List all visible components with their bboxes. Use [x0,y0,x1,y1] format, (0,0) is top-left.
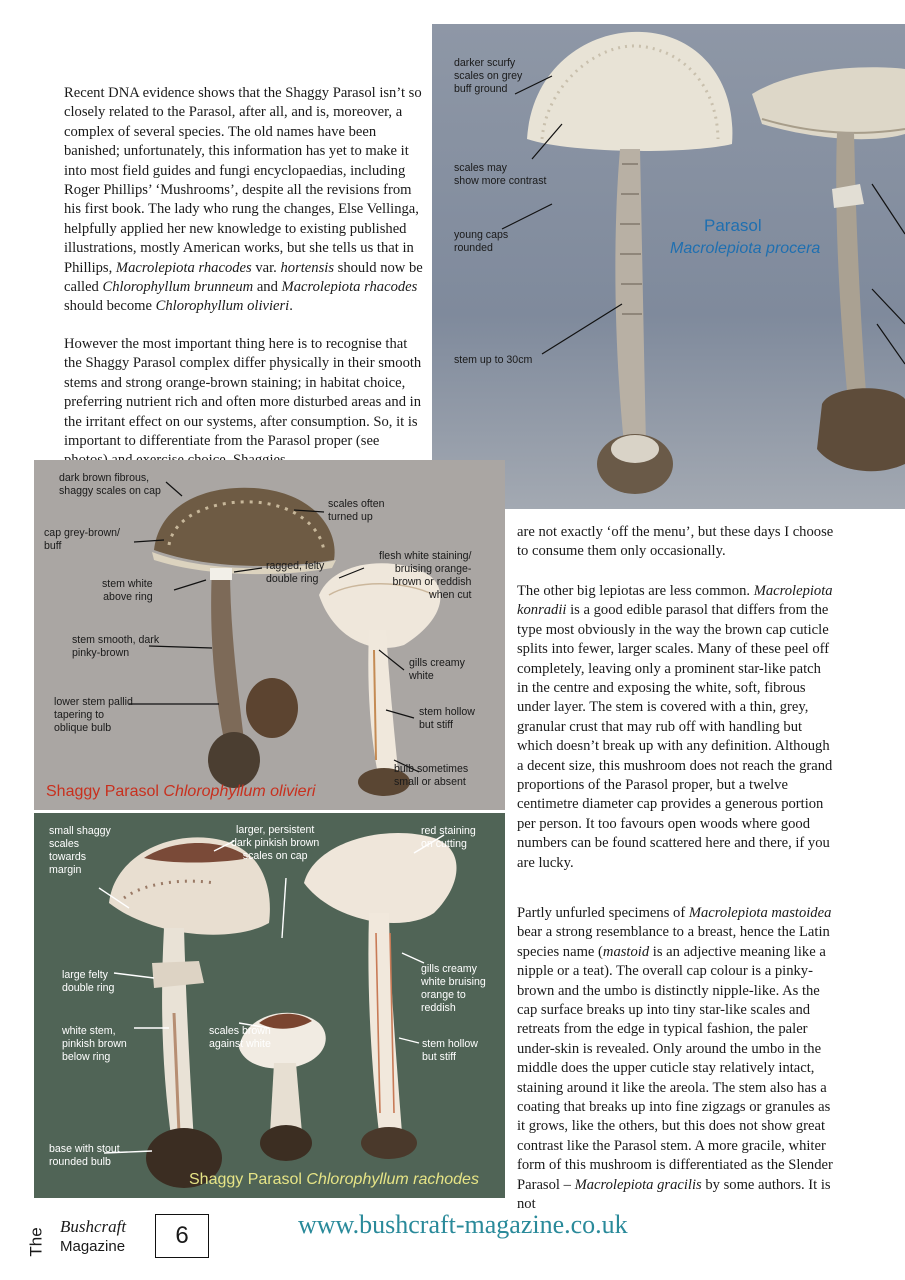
label-larger-scales: larger, persistent dark pinkish brown scales on cap [231,824,320,862]
article-paragraph-2: However the most important thing here is to recognise that the Shaggy Parasol complex differ physically in their smooth stems and strong orange-brown staining; in habitat choice, preferring nutrient rich and often more disturbed areas and in the irritant effect on our systems, after consumption. So, it is important to differentiate from the Parasol proper (see [64,336,422,450]
parasol-illustration [432,24,905,509]
olivieri-caption: Shaggy Parasol Chlorophyllum olivieri [46,783,316,800]
label-stem-hollow: stem hollow but stiff [419,706,475,731]
article-paragraph-5: Partly unfurled specimens of Macrolepiota mastoidea bear a strong resemblance to a breast, hence the Latin species name (mastoid is an adjective meaning like a nipple or a teat). The overall cap colour is a pinky-brown and the umbo is distinctly nipple-like. As the cap surface breaks up into tiny star-like scales and retreats from the edge in typical fashion, the paler under-skin is revealed. Only around the umbo in the middle does the upper cuticle stay relatively intact, staining around it like the areola. The stem also has a coating that breaks up into fine zigzags or granules as it grows, like the others, but this does not show great contrast like the Parasol stem. A more gracile, whiter form of this mushroom is differentiated as the Slender Parasol – Macrolepiota gracilis by some authors. It is not [517,905,833,1213]
page-number: 6 [155,1214,209,1258]
label-felty-ring: large felty double ring [62,969,115,994]
parasol-caption-latin: Macrolepiota procera [670,240,821,257]
label-red-staining: red staining on cutting [421,825,476,850]
article-paragraph-4: The other big lepiotas are less common. Macrolepiota konradii is a good edible parasol that differs from the type most obviously in the way the brown cap cuticle splits into fewer, larger scales. Many of these peel off completely, leaving only a prominent star-like patch in the centre and exposing the white, soft, fibrous under layer. The stem is covered with a thin, grey, granular crust that may rub off with handling but which doesn’t break up with any definition. Although a decent size, this mushroom does not reach the grand proportions of the Parasol proper, but a twelve centimetre diameter cap provides a generous portion per person. It too favours open woods where good numbers can be found scattered here and there, if you are lucky. [517,583,833,871]
olivieri-photo [34,460,505,810]
label-gills-creamy: gills creamy white [409,657,465,682]
parasol-caption-common: Parasol [704,216,762,235]
label-bulb-absent: bulb sometimes small or absent [394,763,469,788]
brand-the: The [26,1227,46,1257]
label-dark-fibrous: dark brown fibrous, shaggy scales on cap [59,472,161,497]
rachodes-photo [34,813,505,1198]
magazine-brand [26,1217,140,1260]
website-url[interactable]: www.bushcraft-magazine.co.uk [298,1210,628,1239]
label-stem-smooth: stem smooth, dark pinky-brown [72,634,160,659]
label-small-shaggy: small shaggy scales towards margin [49,825,111,876]
label-scurfy-scales: darker scurfy scales on grey buff ground [454,57,523,95]
brand-magazine: Magazine [60,1238,126,1255]
label-ragged-ring: ragged, felty double ring [266,560,325,585]
rachodes-caption: Shaggy Parasol Chlorophyllum rachodes [189,1171,479,1188]
label-white-stem: white stem, pinkish brown below ring [62,1025,127,1063]
label-stem-length: stem up to 30cm [454,354,533,366]
label-young-caps: young caps rounded [454,229,509,254]
label-stem-white: stem white above ring [102,578,153,603]
article-paragraph-3: are not exactly ‘off the menu’, but these days I choose to consume them only occasionally. [517,524,834,560]
label-flesh-white: flesh white staining/ bruising orange- brown or reddish when cut [379,550,472,601]
label-gills-bruising: gills creamy white bruising orange to reddish [421,963,486,1014]
brand-bushcraft: Bushcraft [60,1217,127,1236]
label-cap-grey: cap grey-brown/ buff [44,527,120,552]
article-paragraph-1: Recent DNA evidence shows that the Shaggy Parasol isn’t so closely related to the Parasol, after all, and is, moreover, a complex of several species. The old names have been banished; unfortunately, this information has yet to make it into most field guides and fungi encyclopaedias, including Roger Phillips’ ‘Mushrooms’, despite all the revisions from his first book. The lady who rung the changes, Else Vellinga, helpfully applied her new knowledge to existing published illustrations, mostly American works, but she tells us that in Phillips, Macrolepiota rhacodes var. hortensis should now be called Chlorophyllum brunneum and Macrolepiota rhacodes should become Chlorophyllum olivieri. [64,85,423,315]
label-scales-brown: scales brown against white [209,1025,271,1050]
label-lower-stem: lower stem pallid tapering to oblique bulb [54,696,133,734]
label-stem-hollow-2: stem hollow but stiff [422,1038,478,1063]
label-scales-contrast: scales may show more contrast [454,162,547,187]
label-scales-turned: scales often turned up [328,498,385,523]
parasol-photo [432,24,905,509]
label-stout-bulb: base with stout rounded bulb [49,1143,120,1168]
